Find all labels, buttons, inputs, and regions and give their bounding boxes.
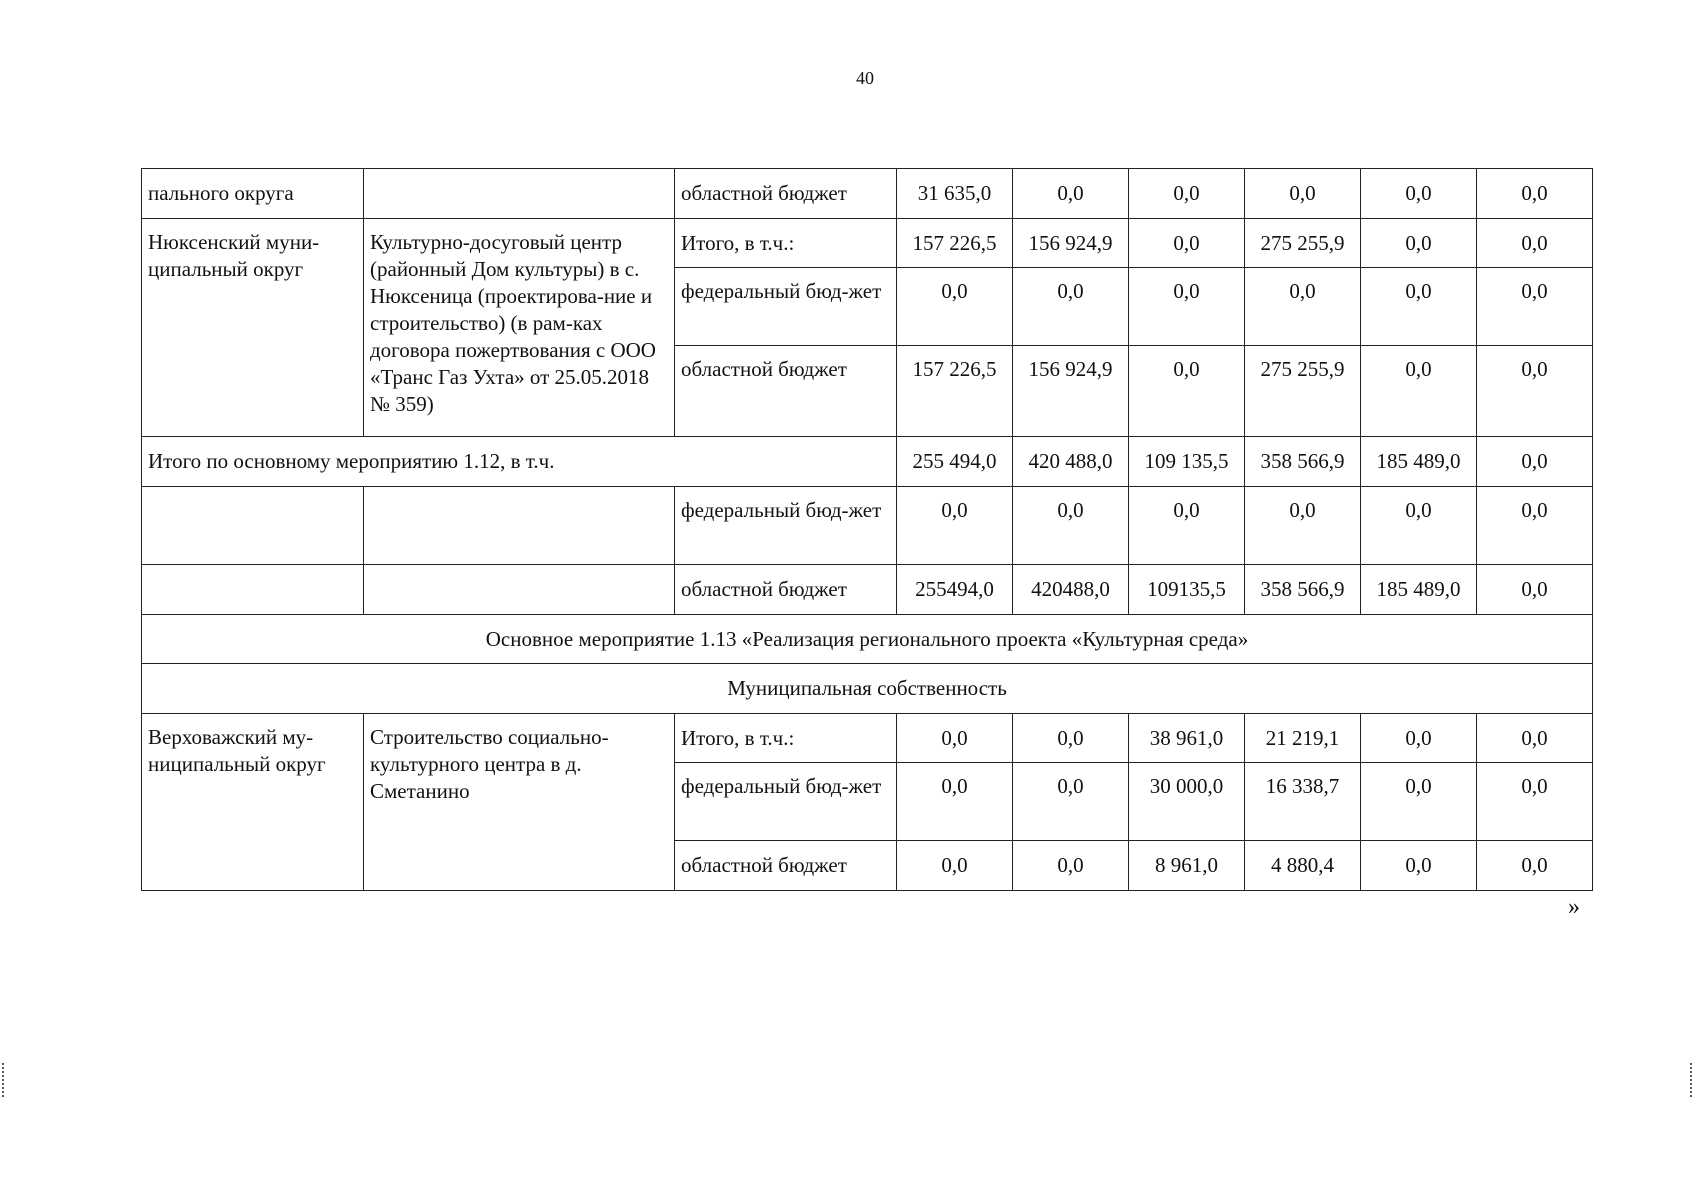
value-cell: 8 961,0 bbox=[1129, 841, 1245, 891]
value-cell: 255494,0 bbox=[897, 565, 1013, 615]
funding-source-cell: Итого, в т.ч.: bbox=[675, 219, 897, 268]
total-label: Итого по основному мероприятию 1.12, в т.ч. bbox=[142, 437, 897, 487]
funding-source-cell: областной бюджет bbox=[675, 346, 897, 437]
value-cell: 0,0 bbox=[1361, 219, 1477, 268]
value-cell: 0,0 bbox=[1477, 437, 1593, 487]
value-cell: 0,0 bbox=[1361, 841, 1477, 891]
value-cell: 156 924,9 bbox=[1013, 346, 1129, 437]
value-cell: 0,0 bbox=[897, 714, 1013, 763]
value-cell: 30 000,0 bbox=[1129, 763, 1245, 841]
value-cell: 0,0 bbox=[1477, 714, 1593, 763]
budget-table bbox=[141, 168, 1593, 891]
scan-edge-mark-right bbox=[1690, 1063, 1695, 1097]
closing-quote-mark: » bbox=[1568, 894, 1580, 920]
value-cell: 0,0 bbox=[1361, 763, 1477, 841]
table-row bbox=[142, 219, 1593, 268]
value-cell: 156 924,9 bbox=[1013, 219, 1129, 268]
total-row bbox=[142, 437, 1593, 487]
value-cell: 0,0 bbox=[1477, 841, 1593, 891]
funding-source-cell: федеральный бюд-жет bbox=[675, 763, 897, 841]
funding-source-cell: федеральный бюд-жет bbox=[675, 268, 897, 346]
value-cell: 38 961,0 bbox=[1129, 714, 1245, 763]
funding-source-cell: областной бюджет bbox=[675, 565, 897, 615]
value-cell: 0,0 bbox=[1013, 841, 1129, 891]
value-cell: 0,0 bbox=[1361, 487, 1477, 565]
value-cell: 0,0 bbox=[1013, 714, 1129, 763]
empty-cell bbox=[142, 565, 364, 615]
value-cell: 0,0 bbox=[1013, 763, 1129, 841]
value-cell: 16 338,7 bbox=[1245, 763, 1361, 841]
value-cell: 0,0 bbox=[897, 268, 1013, 346]
value-cell: 0,0 bbox=[1013, 169, 1129, 219]
page-number: 40 bbox=[856, 68, 874, 88]
value-cell: 0,0 bbox=[1013, 487, 1129, 565]
value-cell: 0,0 bbox=[1477, 219, 1593, 268]
value-cell: 0,0 bbox=[1477, 763, 1593, 841]
funding-source-cell: областной бюджет bbox=[675, 169, 897, 219]
section-header: Муниципальная собственность bbox=[142, 664, 1593, 714]
value-cell: 109 135,5 bbox=[1129, 437, 1245, 487]
value-cell: 0,0 bbox=[1477, 487, 1593, 565]
empty-cell bbox=[364, 565, 675, 615]
value-cell: 358 566,9 bbox=[1245, 437, 1361, 487]
value-cell: 420488,0 bbox=[1013, 565, 1129, 615]
value-cell: 0,0 bbox=[1245, 169, 1361, 219]
value-cell: 31 635,0 bbox=[897, 169, 1013, 219]
value-cell: 0,0 bbox=[1013, 268, 1129, 346]
value-cell: 275 255,9 bbox=[1245, 346, 1361, 437]
section-header: Основное мероприятие 1.13 «Реализация регионального проекта «Культурная среда» bbox=[142, 615, 1593, 664]
object-cell: Строительство социально-культурного центра в д. Сметанино bbox=[364, 714, 675, 891]
value-cell: 0,0 bbox=[1477, 268, 1593, 346]
value-cell: 255 494,0 bbox=[897, 437, 1013, 487]
value-cell: 0,0 bbox=[1245, 487, 1361, 565]
value-cell: 420 488,0 bbox=[1013, 437, 1129, 487]
value-cell: 157 226,5 bbox=[897, 346, 1013, 437]
value-cell: 0,0 bbox=[1361, 268, 1477, 346]
value-cell: 0,0 bbox=[897, 487, 1013, 565]
value-cell: 0,0 bbox=[1361, 169, 1477, 219]
value-cell: 358 566,9 bbox=[1245, 565, 1361, 615]
value-cell: 0,0 bbox=[1477, 346, 1593, 437]
value-cell: 0,0 bbox=[1129, 346, 1245, 437]
object-cell: Культурно-досуговый центр (районный Дом культуры) в с. Нюксеница (проектирова-ние и строительство) (в рам-ках договора пожертвования с ООО «Транс Газ Ухта» от 25.05.2018 № 359) bbox=[364, 219, 675, 437]
value-cell: 0,0 bbox=[1477, 565, 1593, 615]
table-row bbox=[142, 487, 1593, 565]
value-cell: 21 219,1 bbox=[1245, 714, 1361, 763]
scan-edge-mark-left bbox=[2, 1063, 7, 1097]
empty-cell bbox=[364, 487, 675, 565]
municipality-cell: пального округа bbox=[142, 169, 364, 219]
value-cell: 185 489,0 bbox=[1361, 565, 1477, 615]
value-cell: 0,0 bbox=[1477, 169, 1593, 219]
value-cell: 0,0 bbox=[1361, 714, 1477, 763]
value-cell: 4 880,4 bbox=[1245, 841, 1361, 891]
value-cell: 0,0 bbox=[1245, 268, 1361, 346]
object-cell bbox=[364, 169, 675, 219]
municipality-cell: Нюксенский муни-ципальный округ bbox=[142, 219, 364, 437]
table-row bbox=[142, 714, 1593, 763]
table-row bbox=[142, 169, 1593, 219]
funding-source-cell: федеральный бюд-жет bbox=[675, 487, 897, 565]
value-cell: 0,0 bbox=[1129, 169, 1245, 219]
section-row bbox=[142, 615, 1593, 664]
section-row bbox=[142, 664, 1593, 714]
table-row bbox=[142, 565, 1593, 615]
value-cell: 185 489,0 bbox=[1361, 437, 1477, 487]
value-cell: 0,0 bbox=[897, 841, 1013, 891]
value-cell: 0,0 bbox=[1129, 219, 1245, 268]
value-cell: 0,0 bbox=[1361, 346, 1477, 437]
funding-source-cell: областной бюджет bbox=[675, 841, 897, 891]
municipality-cell: Верховажский му-ниципальный округ bbox=[142, 714, 364, 891]
value-cell: 0,0 bbox=[1129, 487, 1245, 565]
value-cell: 275 255,9 bbox=[1245, 219, 1361, 268]
value-cell: 157 226,5 bbox=[897, 219, 1013, 268]
value-cell: 109135,5 bbox=[1129, 565, 1245, 615]
empty-cell bbox=[142, 487, 364, 565]
value-cell: 0,0 bbox=[897, 763, 1013, 841]
funding-source-cell: Итого, в т.ч.: bbox=[675, 714, 897, 763]
value-cell: 0,0 bbox=[1129, 268, 1245, 346]
